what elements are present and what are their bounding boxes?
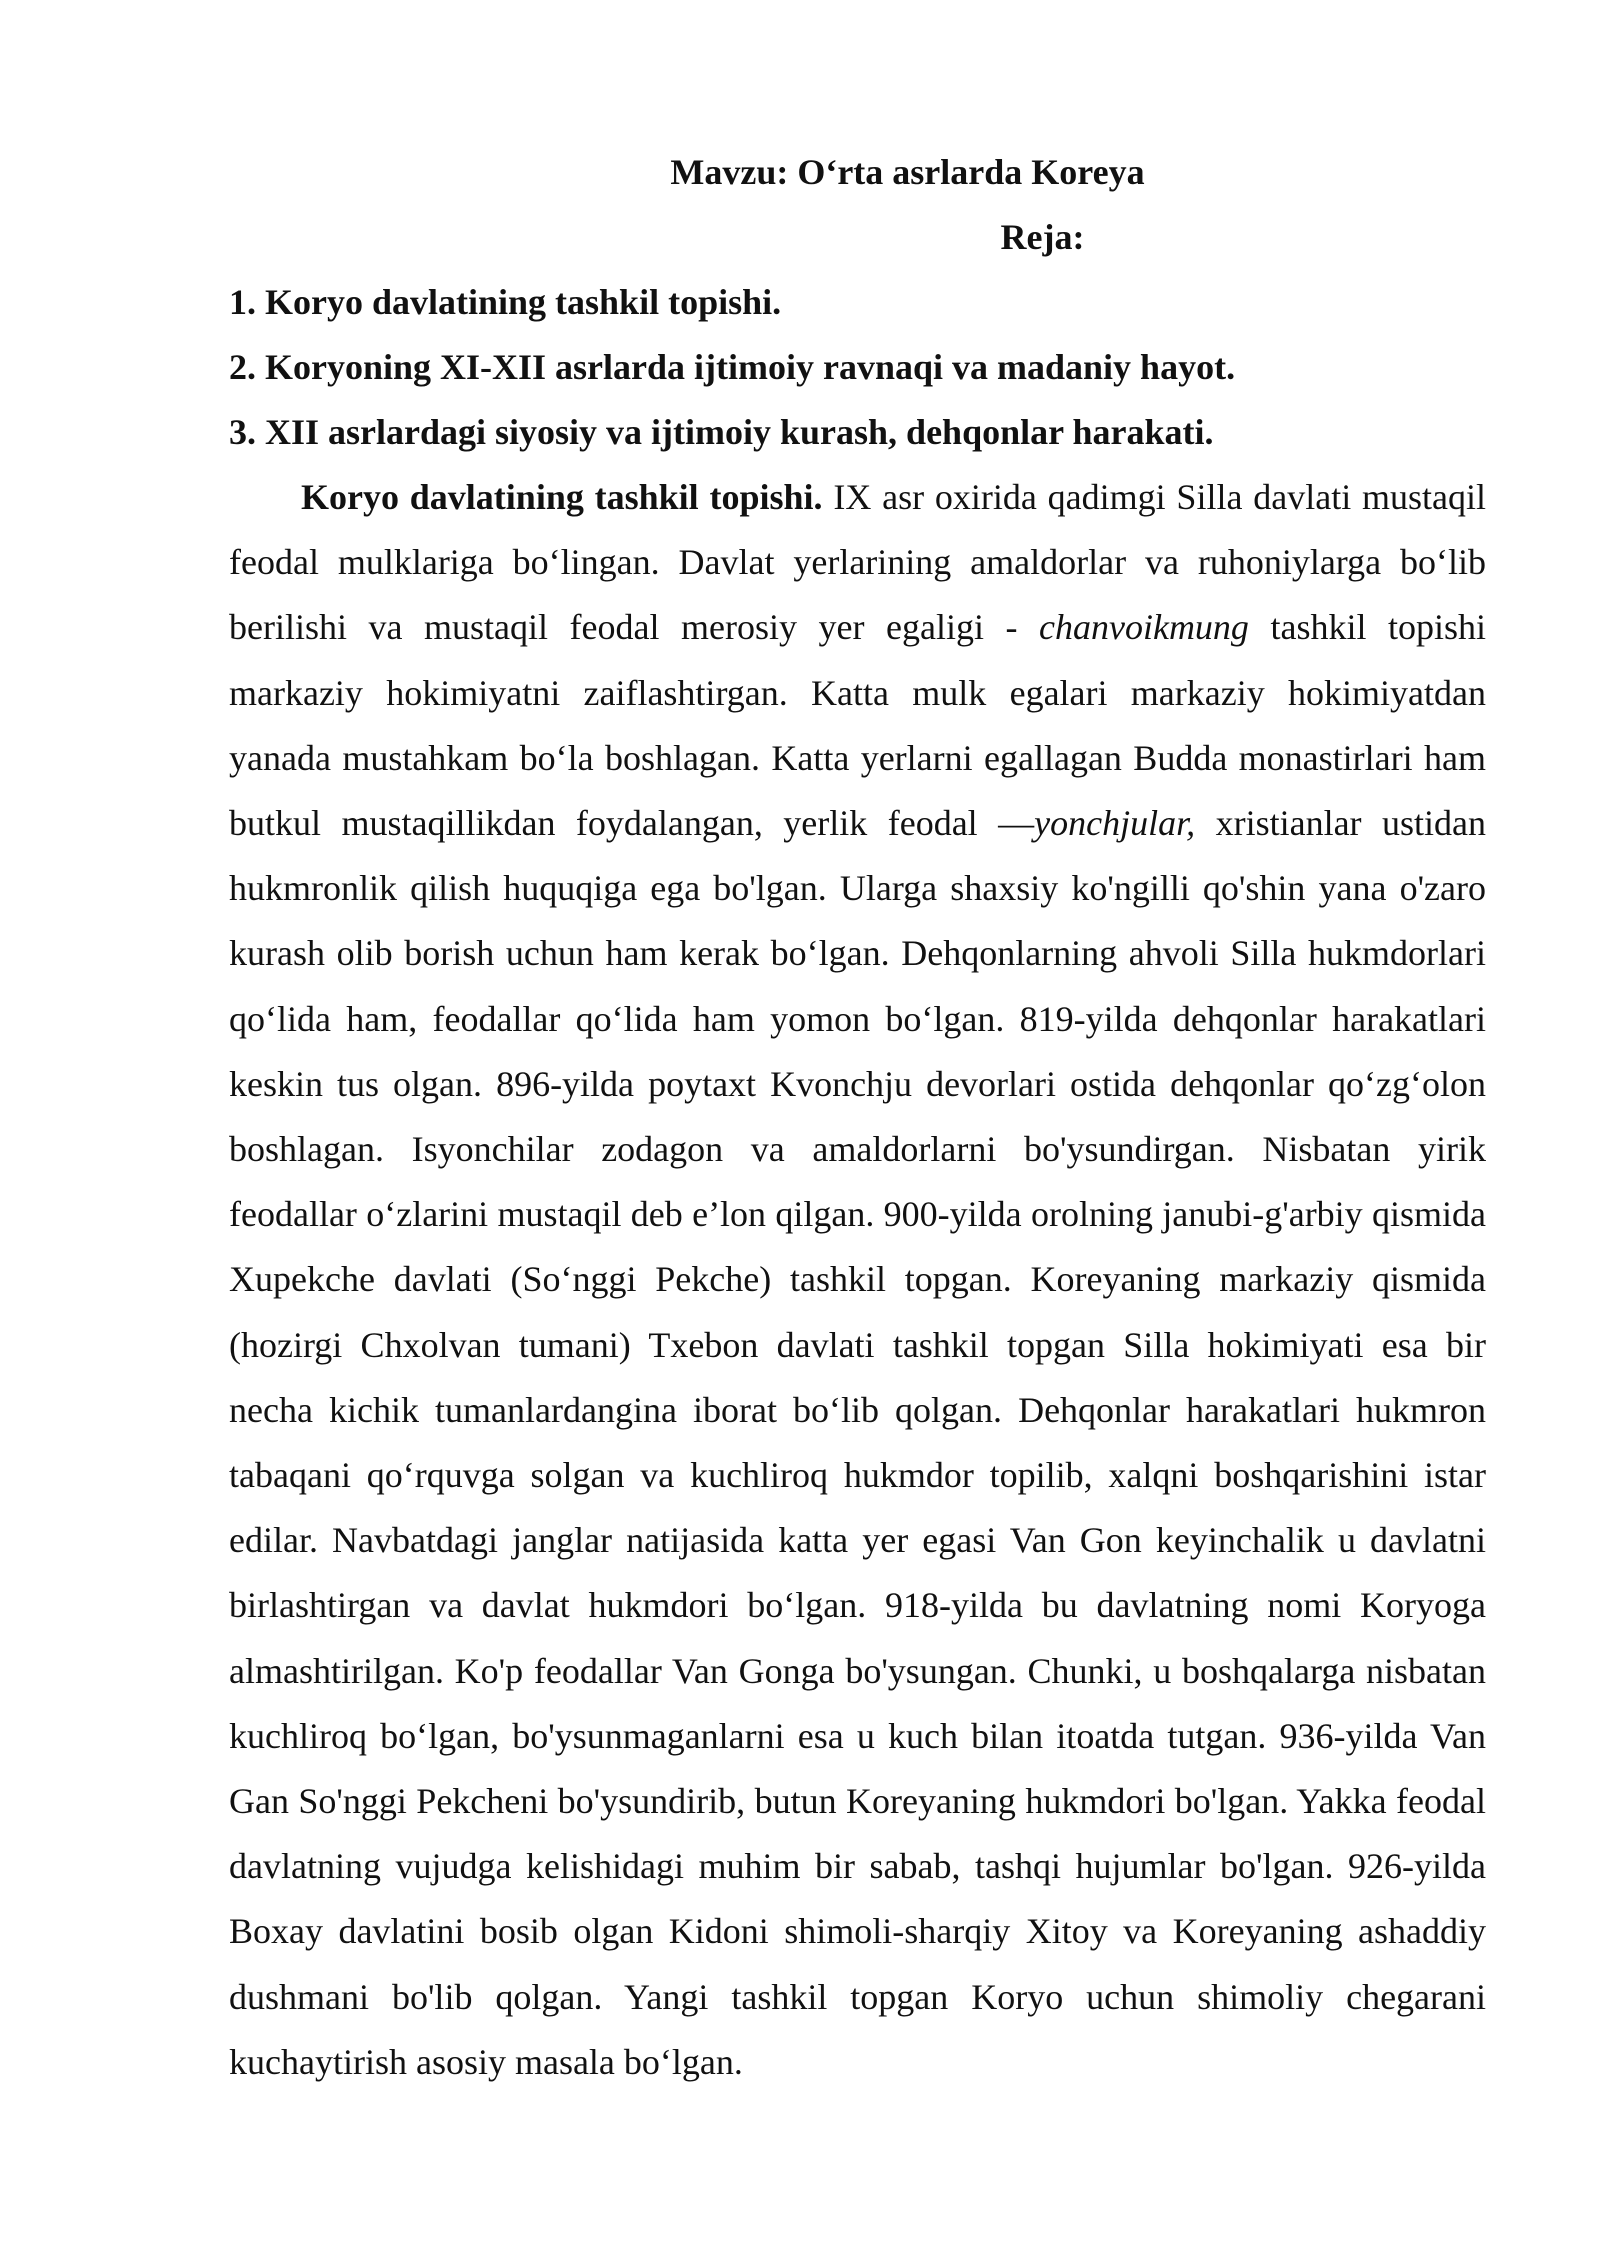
plan-item: 1. Koryo davlatining tashkil topishi. xyxy=(229,282,782,322)
document-title: Mavzu: O‘rta asrlarda Koreya xyxy=(670,152,1145,192)
document-page xyxy=(229,140,1486,2095)
paragraph-text: IX asr oxirida qadimgi Silla davlati mustaqil feodal mulklariga bo‘lingan. Davlat yerlarining amaldorlar va ruhoniylarga bo‘lib berilishi va mustaqil feodal merosiy yer egaligi - xyxy=(229,477,1486,648)
italic-term: chanvoikmung xyxy=(1039,607,1249,648)
paragraph-text: xristianlar ustidan hukmronlik qilish huquqiga ega bo'lgan. Ularga shaxsiy ko'ngilli qo'shin yana o'zaro kurash olib borish uchun ham kerak bo‘lgan. Dehqonlarning ahvoli Silla hukmdorlari qo‘lida ham, feodallar qo‘lida ham yomon bo‘lgan. 819-yilda dehqonlar harakatlari keskin tus olgan. 896-yilda poytaxt Kvonchju devorlari ostida dehqonlar qo‘zg‘olon boshlagan. Isyonchilar zodagon va amaldorlarni bo'ysundirgan. Nisbatan yirik feodallar o‘zlarini mustaqil deb e’lon qilgan. 900-yilda orolning janubi-g'arbiy qismida Xupekche davlati (So‘nggi Pekche) tashkil topgan. Koreyaning markaziy qismida (hozirgi Chxolvan tumani) Txebon davlati tashkil topgan Silla hokimiyati esa bir necha kichik tumanlardangina iborat bo‘lib qolgan. Dehqonlar harakatlari hukmron tabaqani qo‘rquvga solgan va kuchliroq hukmdor topilib, xalqni boshqarishini istar edilar. Navbatdagi janglar natijasida katta yer egasi Van Gon keyinchalik u davlatni birlashtirgan va davlat hukmdori bo‘lgan. 918-yilda bu davlatning nomi Koryoga almashtirilgan. Ko'p feodallar Van Gonga bo'ysungan. Chunki, u boshqalarga nisbatan kuchliroq bo‘lgan, bo'ysunmaganlarni esa u kuch bilan itoatda tutgan. 936-yilda Van Gan So'nggi Pekcheni bo'ysundirib, butun Koreyaning hukmdori bo'lgan. Yakka feodal davlatning vujudga kelishidagi muhim bir sabab, tashqi hujumlar bo'lgan. 926-yilda Boxay davlatini bosib olgan Kidoni shimoli-sharqiy Xitoy va Koreyaning ashaddiy dushmani bo'lib qolgan. Yangi tashkil topgan Koryo uchun shimoliy chegarani kuchaytirish asosiy masala bo‘lgan. xyxy=(229,803,1486,2082)
plan-item: 3. XII asrlardagi siyosiy va ijtimoiy kurash, dehqonlar harakati. xyxy=(229,412,1214,452)
plan-heading: Reja: xyxy=(1000,217,1085,257)
plan-item: 2. Koryoning XI-XII asrlarda ijtimoiy ravnaqi va madaniy hayot. xyxy=(229,347,1236,387)
section-paragraph xyxy=(229,465,1486,2095)
plan-list xyxy=(229,270,1486,465)
section-heading: Koryo davlatining tashkil topishi. xyxy=(301,477,823,517)
paragraph-text: tashkil topishi markaziy hokimiyatni zaiflashtirgan. Katta mulk egalari markaziy hokimiyatdan yanada mustahkam bo‘la boshlagan. Katta yerlarni egallagan Budda monastirlari ham butkul mustaqillikdan foydalangan, yerlik feodal — xyxy=(229,607,1486,844)
italic-term: yonchjular, xyxy=(1034,803,1196,844)
